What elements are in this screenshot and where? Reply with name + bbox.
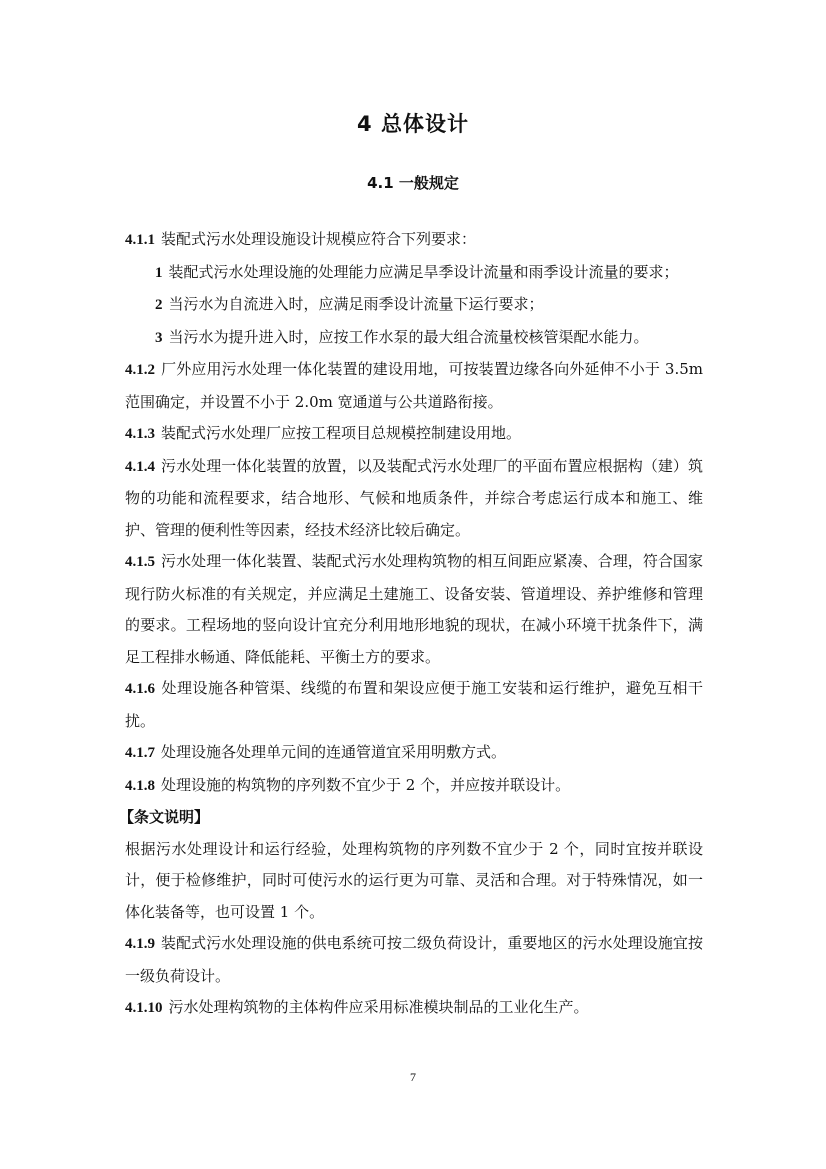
- list-item: [125, 289, 703, 322]
- clause-text: 厂外应用污水处理一体化装置的建设用地，可按装置边缘各向外延伸不小于 3.5m 范围确定，并设置不小于 2.0m 宽通道与公共道路衔接。: [125, 360, 703, 411]
- item-text: 当污水为自流进入时，应满足雨季设计流量下运行要求；: [168, 295, 544, 313]
- clause-4-1-3: [125, 418, 703, 451]
- note-heading-text: 【条文说明】: [119, 808, 210, 826]
- clause-number: 4.1.3: [125, 426, 155, 442]
- clause-4-1-1: [125, 224, 703, 257]
- clause-4-1-9: [125, 928, 703, 992]
- clause-number: 4.1.5: [125, 554, 155, 570]
- clause-text: 处理设施的构筑物的序列数不宜少于 2 个，并应按并联设计。: [161, 775, 571, 794]
- clause-4-1-7: [125, 737, 703, 770]
- clause-text: 污水处理一体化装置、装配式污水处理构筑物的相互间距应紧凑、合理，符合国家现行防火标准的有关规定，并应满足土建施工、设备安装、管道埋设、养护维修和管理的要求。工程场地的竖向设计宜充分利用地形地貌的现状，在减小环境干扰条件下，满足工程排水畅通、降低能耗、平衡土方的要求。: [125, 552, 703, 666]
- clause-number: 4.1.4: [125, 458, 155, 475]
- clause-number: 4.1.9: [125, 936, 155, 952]
- clause-4-1-4: [125, 451, 703, 547]
- page-number: 7: [410, 1070, 416, 1084]
- item-number: 1: [155, 264, 163, 281]
- clause-number: 4.1.7: [125, 745, 155, 761]
- clause-number: 4.1.10: [125, 1000, 163, 1016]
- list-item: [125, 322, 703, 355]
- clause-text: 装配式污水处理设施设计规模应符合下列要求：: [161, 230, 477, 248]
- item-number: 2: [155, 297, 163, 313]
- clause-text: 处理设施各处理单元间的连通管道宜采用明敷方式。: [161, 743, 507, 761]
- body-text: [119, 224, 703, 1025]
- section-title: 4.1 一般规定: [367, 174, 459, 192]
- clause-number: 4.1.1: [125, 232, 155, 248]
- clause-text: 装配式污水处理厂应按工程项目总规模控制建设用地。: [161, 424, 522, 442]
- clause-4-1-8: [125, 770, 703, 803]
- item-number: 3: [155, 329, 163, 346]
- clause-text: 处理设施各种管渠、线缆的布置和架设应便于施工安装和运行维护，避免互相干扰。: [125, 679, 703, 730]
- clause-4-1-2: [125, 354, 703, 418]
- item-text: 当污水为提升进入时，应按工作水泵的最大组合流量校核管渠配水能力。: [168, 327, 649, 346]
- clause-text: 污水处理构筑物的主体构件应采用标准模块制品的工业化生产。: [168, 998, 589, 1016]
- clause-number: 4.1.6: [125, 681, 155, 697]
- note-paragraph: 根据污水处理设计和运行经验，处理构筑物的序列数不宜少于 2 个，同时宜按并联设计，便于检修维护，同时可使污水的运行更为可靠、灵活和合理。对于特殊情况，如一体化装备等，也可设置 1 个。: [125, 839, 703, 921]
- clause-number: 4.1.8: [125, 777, 155, 794]
- clause-text: 污水处理一体化装置的放置，以及装配式污水处理厂的平面布置应根据构（建）筑物的功能和流程要求，结合地形、气候和地质条件，并综合考虑运行成本和施工、维护、管理的便利性等因素，经技术经济比较后确定。: [125, 456, 703, 539]
- clause-4-1-5: [125, 546, 703, 673]
- clause-4-1-6: [125, 673, 703, 737]
- item-text: 装配式污水处理设施的处理能力应满足旱季设计流量和雨季设计流量的要求；: [168, 262, 679, 281]
- list-item: [125, 257, 703, 290]
- clause-text: 装配式污水处理设施的供电系统可按二级负荷设计，重要地区的污水处理设施宜按一级负荷设计。: [125, 934, 703, 985]
- clause-number: 4.1.2: [125, 362, 155, 378]
- chapter-title: 4 总体设计: [357, 112, 469, 136]
- note-heading: [119, 802, 703, 834]
- clause-4-1-10: [125, 992, 703, 1025]
